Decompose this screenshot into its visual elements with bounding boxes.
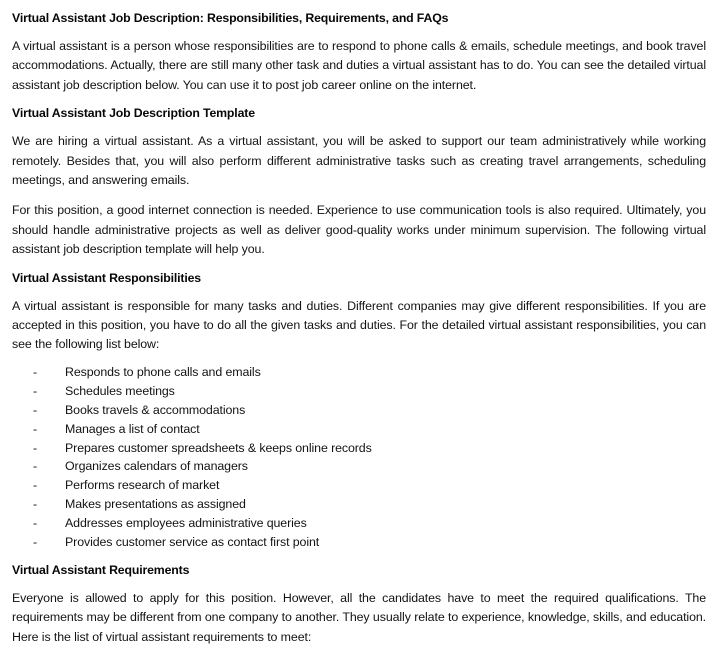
section-heading-requirements: Virtual Assistant Requirements: [12, 562, 190, 577]
spacer: [12, 355, 706, 363]
list-item: [12, 533, 706, 552]
section-heading-template: Virtual Assistant Job Description Template: [12, 106, 255, 121]
list-item-label: Organizes calendars of managers: [65, 459, 248, 474]
list-item-label: Addresses employees administrative queries: [65, 516, 307, 531]
spacer: [12, 260, 706, 271]
list-item-label: Books travels & accommodations: [65, 402, 246, 417]
spacer: [12, 190, 706, 201]
section-paragraph: A virtual assistant is responsible for many tasks and duties. Different companies may give different responsibilities. If you are accepted in this position, you have to do all the given tasks and duties. For the detailed virtual assistant responsibilities, you can see the following list below:: [12, 298, 706, 352]
page-title: Virtual Assistant Job Description: Responsibilities, Requirements, and FAQs: [12, 11, 449, 25]
list-item: [12, 514, 706, 533]
section-paragraph: We are hiring a virtual assistant. As a virtual assistant, you will be asked to support our team administratively while working remotely. Besides that, you will also perform different administrative tasks such as creating travel arrangements, scheduling meetings, and answering emails.: [12, 134, 706, 188]
list-item-label: Performs research of market: [65, 478, 220, 493]
list-item: [12, 420, 706, 439]
list-item: [12, 495, 706, 514]
intro-paragraph: A virtual assistant is a person whose responsibilities are to respond to phone calls & emails, schedule meetings, and book travel accommodations. Actually, there are still many other task and duties a virtual assistant has to do. You can see the detailed virtual assistant job description below. You can use it to post job career online on the internet.: [12, 39, 706, 92]
dash-marker: -: [33, 535, 38, 550]
list-item: [12, 476, 706, 495]
spacer: [12, 26, 706, 37]
list-item-label: Schedules meetings: [65, 383, 175, 398]
dash-marker: -: [33, 440, 38, 455]
section-paragraph: For this position, a good internet connection is needed. Experience to use communication tools is also required. Ultimately, you should handle administrative projects as well as deliver good-quality works under minimum supervision. The following virtual assistant job description template will help you.: [12, 203, 706, 257]
list-item: [12, 457, 706, 476]
list-item: [12, 439, 706, 458]
dash-marker: -: [33, 402, 38, 417]
list-item-label: Provides customer service as contact first point: [65, 535, 320, 550]
spacer: [12, 578, 706, 589]
list-item-label: Makes presentations as assigned: [65, 497, 246, 512]
dash-marker: -: [33, 516, 38, 531]
section-heading-responsibilities: Virtual Assistant Responsibilities: [12, 270, 201, 285]
list-item: [12, 401, 706, 420]
spacer: [12, 95, 706, 106]
responsibilities-list: [12, 363, 706, 552]
list-item-label: Manages a list of contact: [65, 421, 200, 436]
dash-marker: -: [33, 478, 38, 493]
dash-marker: -: [33, 459, 38, 474]
dash-marker: -: [33, 364, 38, 379]
list-item-label: Responds to phone calls and emails: [65, 364, 261, 379]
list-item: [12, 363, 706, 382]
spacer: [12, 121, 706, 132]
spacer: [12, 552, 706, 563]
list-item-label: Prepares customer spreadsheets & keeps online records: [65, 440, 372, 455]
dash-marker: -: [33, 383, 38, 398]
section-paragraph: Everyone is allowed to apply for this position. However, all the candidates have to meet the required qualifications. The requirements may be different from one company to another. They usually relate to experience, knowledge, skills, and education. Here is the list of virtual assistant requirements to meet:: [12, 590, 706, 644]
dash-marker: -: [33, 421, 38, 436]
spacer: [12, 286, 706, 297]
list-item: [12, 382, 706, 401]
dash-marker: -: [33, 497, 38, 512]
